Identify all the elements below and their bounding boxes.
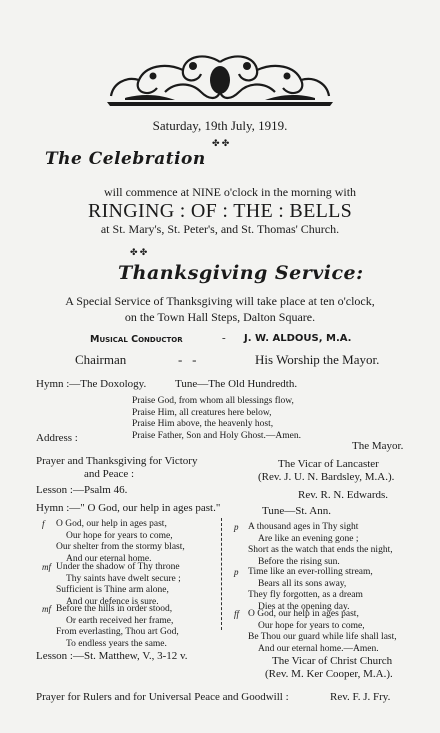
verse-line: And our defence is sure. bbox=[66, 596, 159, 607]
verse-line: Short as the watch that ends the night, bbox=[248, 545, 393, 555]
hymn2-right-verse-2 bbox=[234, 567, 373, 613]
verse-line: Be Thou our guard while life shall last, bbox=[248, 632, 397, 642]
verse-line: Our hope for years to come, bbox=[258, 620, 365, 631]
column-divider bbox=[221, 518, 222, 630]
dynamic-mark: p bbox=[234, 567, 239, 577]
ornament-dots: ✤ ✤ bbox=[212, 138, 230, 148]
ornament-header bbox=[105, 52, 335, 110]
chairman-dashes: - - bbox=[178, 352, 197, 367]
prayer-label-1: Prayer and Thanksgiving for Victory bbox=[36, 455, 198, 467]
ornament-dots: ✤ ✤ bbox=[130, 247, 148, 257]
celebration-heading: The Celebration bbox=[45, 149, 206, 169]
verse-line: From everlasting, Thou art God, bbox=[56, 627, 179, 637]
verse-line: Before the rising sun. bbox=[258, 556, 340, 567]
prayer-label-2: and Peace : bbox=[84, 468, 135, 480]
verse-line: Time like an ever-rolling stream, bbox=[248, 567, 373, 577]
dynamic-mark: mf bbox=[42, 604, 51, 614]
hymn1-tune: Tune—The Old Hundredth. bbox=[175, 378, 298, 390]
hymn2-label: Hymn :—" O God, our help in ages past." bbox=[36, 502, 221, 514]
hymn2-right-verse-1 bbox=[234, 522, 393, 568]
hymn1-verse bbox=[132, 396, 301, 442]
verse-line: Before the hills in order stood, bbox=[56, 604, 173, 614]
verse-line: Sufficient is Thine arm alone, bbox=[56, 585, 169, 595]
hymn2-left-verse-3 bbox=[42, 604, 179, 650]
verse-line: O God, our help in ages past, bbox=[248, 609, 359, 619]
service-line2: on the Town Hall Steps, Dalton Square. bbox=[124, 310, 316, 324]
service-heading: Thanksgiving Service: bbox=[118, 262, 364, 284]
dynamic-mark: f bbox=[42, 519, 45, 529]
verse-line: Are like an evening gone ; bbox=[258, 533, 359, 544]
verse-line: To endless years the same. bbox=[66, 638, 167, 649]
date-line: Saturday, 19th July, 1919. bbox=[152, 118, 288, 133]
verse-line: Praise Father, Son and Holy Ghost.—Amen. bbox=[132, 430, 302, 441]
verse-line: Dies at the opening day. bbox=[258, 601, 350, 612]
verse-line: Praise Him, all creatures here below, bbox=[132, 407, 272, 418]
dynamic-mark: p bbox=[234, 522, 239, 532]
celebration-line1: will commence at NINE o'clock in the morning with bbox=[103, 185, 357, 199]
bells-line: RINGING : OF : THE : BELLS bbox=[87, 200, 353, 222]
lesson2-by-2: (Rev. M. Ker Cooper, M.A.). bbox=[265, 668, 393, 680]
verse-line: Our hope for years to come, bbox=[66, 530, 173, 541]
verse-line: Our shelter from the stormy blast, bbox=[56, 542, 185, 552]
hymn2-right-verse-3 bbox=[234, 609, 397, 655]
verse-line: And our eternal home. bbox=[66, 553, 152, 564]
service-line1: A Special Service of Thanksgiving will take place at ten o'clock, bbox=[65, 294, 375, 308]
verse-line: Thy saints have dwelt secure ; bbox=[66, 573, 181, 584]
verse-line: O God, our help in ages past, bbox=[56, 519, 167, 529]
celebration-line3: at St. Mary's, St. Peter's, and St. Thomas' Church. bbox=[100, 222, 340, 236]
prayer-by-1: The Vicar of Lancaster bbox=[278, 458, 379, 470]
verse-line: They fly forgotten, as a dream bbox=[248, 590, 363, 600]
hymn1-label: Hymn :—The Doxology. bbox=[36, 378, 147, 390]
conductor-name: J. W. ALDOUS, M.A. bbox=[244, 333, 352, 344]
hymn2-tune: Tune—St. Ann. bbox=[262, 505, 331, 517]
hymn2-left-verse-2 bbox=[42, 562, 181, 608]
chairman-name: His Worship the Mayor. bbox=[255, 352, 380, 367]
dynamic-mark: mf bbox=[42, 562, 51, 572]
verse-line: Or earth received her frame, bbox=[66, 615, 174, 626]
closing-by: Rev. F. J. Fry. bbox=[330, 691, 391, 703]
lesson2-by-1: The Vicar of Christ Church bbox=[272, 655, 393, 667]
conductor-dash: - bbox=[222, 332, 226, 344]
verse-line: Under the shadow of Thy throne bbox=[56, 562, 180, 572]
address-label: Address : bbox=[36, 432, 78, 444]
dynamic-mark: ff bbox=[234, 609, 240, 619]
lesson2-label: Lesson :—St. Matthew, V., 3-12 v. bbox=[36, 650, 188, 662]
verse-line: A thousand ages in Thy sight bbox=[248, 522, 359, 532]
prayer-by-2: (Rev. J. U. N. Bardsley, M.A.). bbox=[258, 471, 395, 483]
conductor-label: Musical Conductor bbox=[90, 334, 183, 345]
verse-line: Praise God, from whom all blessings flow, bbox=[132, 396, 294, 406]
verse-line: Praise Him above, the heavenly host, bbox=[132, 419, 274, 429]
lesson1-label: Lesson :—Psalm 46. bbox=[36, 484, 128, 496]
chairman-label: Chairman bbox=[75, 352, 127, 367]
verse-line: Bears all its sons away, bbox=[258, 578, 347, 589]
address-by: The Mayor. bbox=[352, 440, 404, 452]
hymn2-left-verse-1 bbox=[42, 519, 185, 565]
verse-line: And our eternal home.—Amen. bbox=[258, 643, 379, 654]
lesson1-by: Rev. R. N. Edwards. bbox=[298, 489, 389, 501]
closing-label: Prayer for Rulers and for Universal Peace and Goodwill : bbox=[36, 691, 289, 703]
